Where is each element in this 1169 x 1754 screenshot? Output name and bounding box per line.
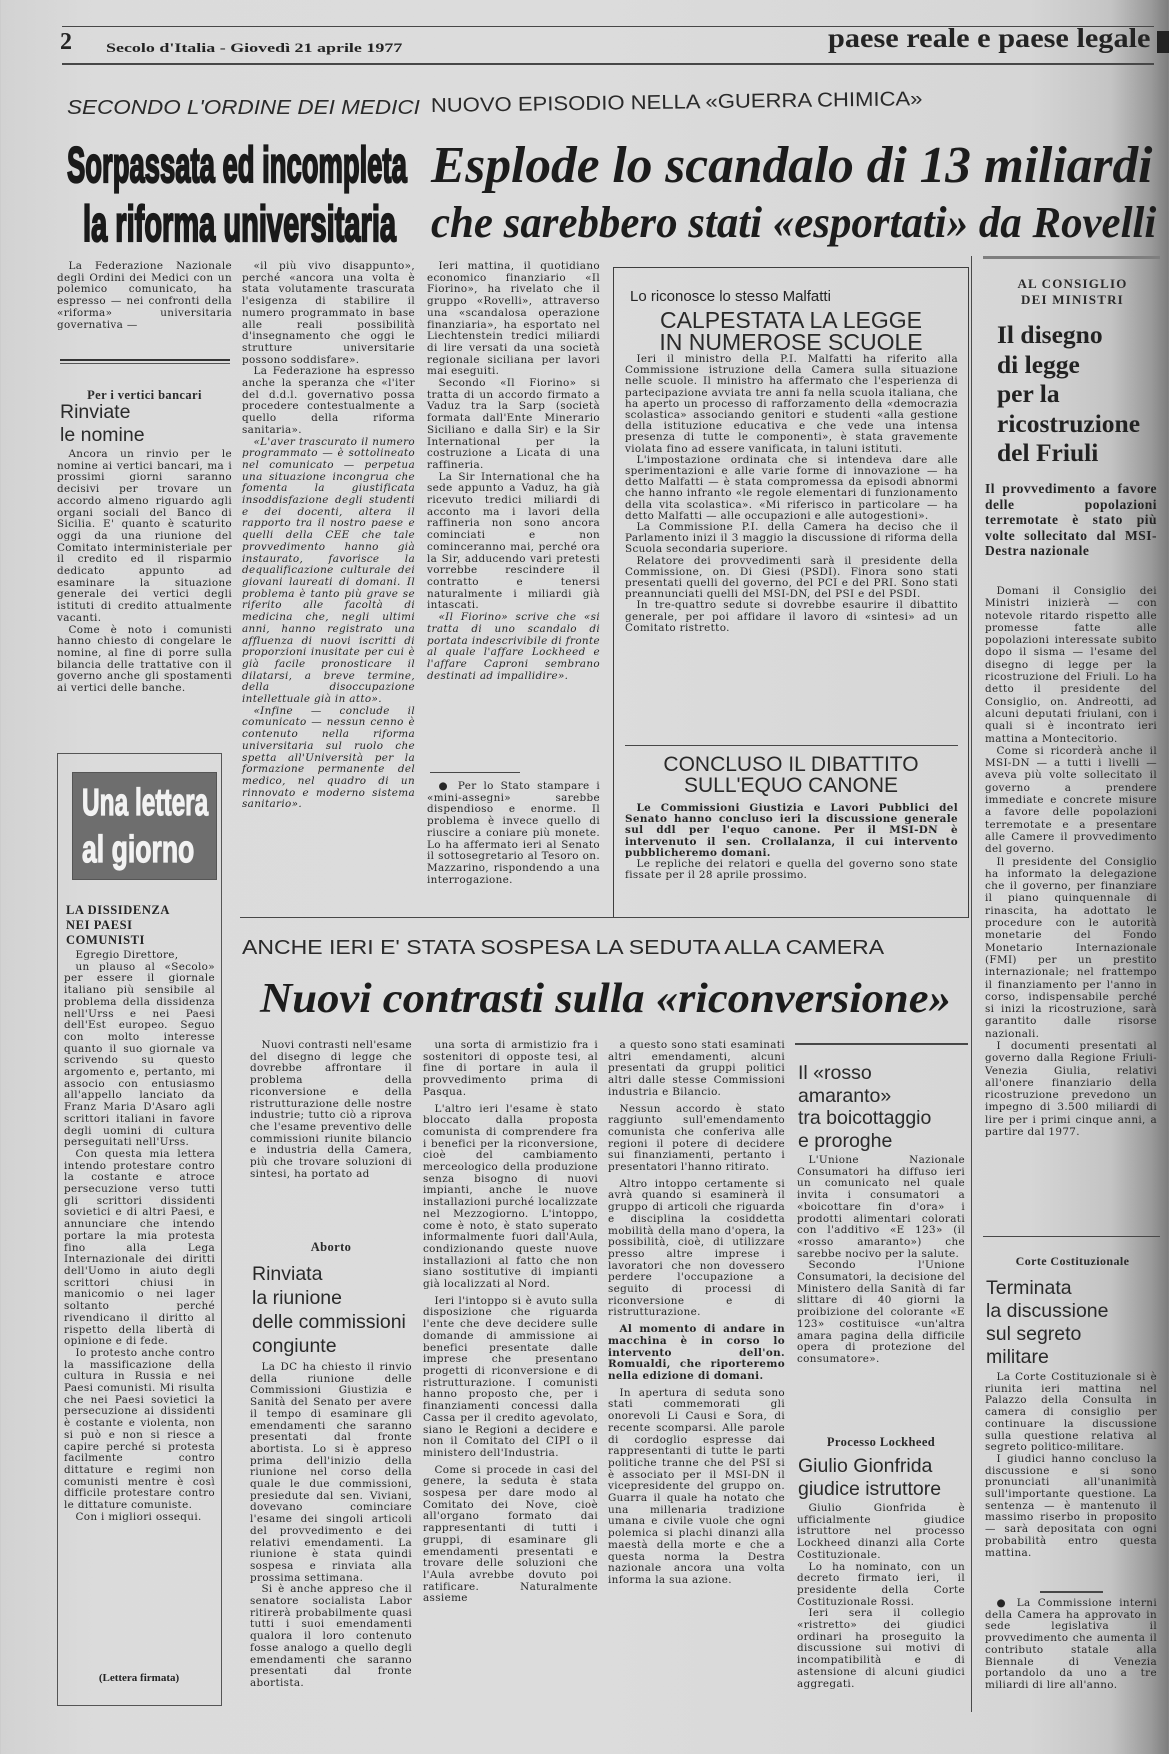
paragraph: Ieri il ministro della P.I. Malfatti ha riferito alla Commissione istruzione della Camera sulla situazione nelle scuole. Il ministro ha affermato che l'esperienza di partecipazione avviata tre anni fa nella scuola italiana, che ha aperto un processo di rafforzamento della «democrazia scolastica» associando genitori e studenti «alla gestione della istituzione educativa e che vede una intensa presenza di tutte le componenti», è stata gravemente violata fino ad essere vanificata, in taluni istituti.: [625, 353, 958, 455]
salutation: Egregio Direttore,: [75, 949, 179, 961]
bullet-icon: ●: [996, 1597, 1010, 1609]
paragraph: una sorta di armistizio fra i sostenitori di opposte tesi, al fine di portare in aula il provvedimento prima di Pasqua.: [423, 1039, 598, 1098]
paragraph: L'altro ieri l'esame è stato bloccato dalla proposta comunista di comprendere fra i benefici per la riconversione, cioè del cambiamento merceologico della produzione senza bisogno di nuovi impianti, anche le nuove installazioni purché localizzate nel Mezzogiorno. L'intoppo, come è noto, è stato superato informalmente fuori dall'Aula, condizionando queste nuove installazioni al fatto che non siano sostitutive di impianti già localizzati al Nord.: [423, 1102, 598, 1291]
paragraph: Nessun accordo è stato raggiunto sull'emendamento comunista che conferiva alle regioni il potere di decidere sui finanziamenti, pertanto i presentatori l'hanno ritirato.: [608, 1102, 785, 1174]
section-marker: [1157, 31, 1169, 53]
riforma-kicker: SECONDO L'ORDINE DEI MEDICI: [67, 97, 420, 119]
paragraph: Le repliche dei relatori e quella del governo sono state fissate per il 28 aprile prossimo.: [625, 858, 958, 882]
page-number: 2: [60, 29, 72, 55]
paragraph: Giulio Gionfrida è ufficialmente giudice istruttore nel processo Lockheed dinanzi alla Corte Costituzionale.: [797, 1502, 965, 1561]
paragraph: La Federazione Nazionale degli Ordini dei Medici con un polemico comunicato, ha espresso — nei confronti della «riforma» universitaria governativa —: [57, 260, 232, 331]
headline-line: Il «rosso: [798, 1062, 872, 1084]
paragraph: In tre-quattro sedute si dovrebbe esaurire il dibattito generale, per poi affidare il lavoro di «sintesi» ad un Comitato ristretto.: [625, 599, 958, 634]
aborto-headline: [252, 1262, 406, 1358]
paragraph: Nuovi contrasti nell'esame del disegno di legge che dovrebbe affrontare il problema della riconversione e della ristrutturazione delle nostre industrie; tutto ciò a riprova che l'esame preventivo delle commissioni riunite bilancio e industria della Camera, più che trovare soluzioni di sintesi, ha portato ad: [250, 1039, 412, 1180]
equo-canone-headline: [613, 754, 969, 796]
headline-line: Terminata: [986, 1277, 1072, 1299]
equo-canone-body: [625, 803, 958, 881]
paragraph: Lo ha nominato, con un decreto firmato ieri, il presidente della Corte Costituzionale Rossi.: [797, 1560, 965, 1608]
riforma-lead: [57, 261, 232, 331]
friuli-intro: Il provvedimento a favore delle popolazioni terremotate è stato più volte sollecitato dal MSI-Destra nazionale: [985, 481, 1157, 559]
riconversione-col-c: [608, 1040, 785, 1587]
brief-text: La Commissione interni della Camera ha approvato in sede legislativa il provvedimento che aumenta il contributo statale alla Biennale di Venezia portandolo da uno a tre miliardi di lire all'anno.: [985, 1597, 1157, 1691]
divider: [60, 359, 230, 364]
divider: [430, 772, 520, 773]
section-title: paese reale e paese legale: [828, 23, 1151, 53]
riconversione-col-b: [423, 1040, 598, 1605]
paragraph: Secondo l'Unione Consumatori, la decisione del Ministero della Sanità di far slittare di 40 giorni la proibizione del colorante «E 123» costituisce «un'altra amara pagina della difficile opera di protezione del consumatore».: [797, 1259, 965, 1365]
divider: [625, 745, 958, 746]
bullet-icon: ●: [438, 780, 452, 792]
segreto-headline: [986, 1277, 1108, 1369]
headline-line: Rinviata: [252, 1263, 323, 1285]
divider: [1040, 1591, 1103, 1593]
banner-line: Una lettera: [82, 782, 209, 824]
headline-line: militare: [986, 1346, 1049, 1368]
paragraph: I documenti presentati al governo dalla Regione Friuli-Venezia Giulia, relativi all'onere finanziario della ricostruzione prevedono un impegno di 3.500 miliardi di lire per i primi cinque anni, a partire dal 1977.: [985, 1039, 1157, 1139]
column-separator: [971, 256, 972, 1712]
divider: [983, 1236, 1160, 1237]
segreto-kicker: Corte Costituzionale: [1015, 1254, 1130, 1268]
paragraph: La Sir International che ha sede appunto a Vaduz, ha già ricevuto tredici miliardi di acconto ma i lavori della raffineria non sono ancora cominciati e non cominceranno mai, perché ora la Sir, adducendo vari pretesti vorrebbe rescindere il contratto e tenersi naturalmente i miliardi già intascati.: [427, 470, 600, 612]
paragraph: Al momento di andare in macchina è in corso lo intervento dell'on. Romualdi, che riporteremo nella edizione di domani.: [608, 1323, 785, 1382]
paragraph: «Il Fiorino» scrive che «si tratta di uno scandalo di portata indescrivibile di fronte al quale l'affare Lockheed e l'affare Caproni sembrano destinati ad impallidire».: [427, 611, 600, 682]
headline-line: del Friuli: [997, 438, 1099, 467]
rovelli-body: [427, 261, 600, 682]
title-line: COMUNISTI: [66, 933, 146, 947]
headline-line: la discussione: [986, 1300, 1109, 1322]
rovelli-headline-line-1: Esplode lo scandalo di 13 miliardi: [431, 137, 1153, 194]
riforma-body: [242, 261, 415, 811]
paragraph: Io protesto anche contro la massificazione della cultura in Russia e nei Paesi comunisti. Mi risulta che nei Paesi sovietici la persecuzione ai dissidenti è costante e violenta, non si può e non si riesce a capire perché si protesta facilmente contro dittature e regimi non comunisti mentre è così difficile protestare contro le dittature comuniste.: [64, 1346, 215, 1512]
headline-line: Rinviate: [60, 401, 131, 423]
paragraph: a questo sono stati esaminati altri emendamenti, alcuni presentati da gruppi politici altri dalle stesse Commissioni industria e Bilancio.: [608, 1039, 785, 1098]
headline-line: per la: [997, 379, 1060, 408]
headline-line: Giulio Gionfrida: [798, 1455, 933, 1477]
headline-line: amaranto»: [798, 1084, 892, 1107]
paragraph: Con questa mia lettera intendo protestare contro la costante e atroce persecuzione verso tutti gli scrittori dissidenti sovietici e di altri Paesi, e annunciare che intendo portare la mia protesta fino alla Lega Internazionale dei diritti dell'Uomo in aiuto degli scrittori chiusi in manicomio o nei lager soltanto perché rivendicano il diritto al rispetto della libertà di opinione e di fede.: [64, 1147, 215, 1348]
headline-line: congiunte: [252, 1335, 337, 1357]
paragraph: Relatore dei provvedimenti sarà il presidente della Commissione, on. Di Giesi (PSDI). Finora sono stati presentati quelli del governo, del PCI e del PRI. Sono stati preannunciati quelli del MSI-DN, del PSI e del PSDI.: [625, 554, 958, 601]
rovelli-headline-line-2: che sarebbero stati «esportati» da Rovelli: [431, 198, 1157, 247]
amaranto-body: [797, 1155, 965, 1366]
riforma-headline-line-2: la riforma universitaria: [83, 196, 397, 252]
divider: [983, 256, 1160, 259]
paragraph: Si è anche appreso che il senatore socialista Labor ritirerà probabilmente quasi tutti i suoi emendamenti qualora il loro contenuto fosse analogo a quello degli emendamenti che saranno presentati dal fronte abortista.: [250, 1583, 412, 1689]
paragraph: Altro intoppo certamente si avrà quando si esaminerà il gruppo di articoli che riguarda e disciplina la cosiddetta mobilità della mano d'opera, la possibilità, cioè, di utilizzare presso altre imprese i lavoratori che non dovessero perdere l'occupazione a seguito di processi di riconversione e di ristrutturazione.: [608, 1177, 785, 1319]
nomine-headline: [60, 401, 145, 447]
lockheed-kicker: Processo Lockheed: [826, 1435, 936, 1449]
paragraph: La Commissione P.I. della Camera ha deciso che il Parlamento inizi il 3 maggio la discussione di riforma della Scuola secondaria superiore.: [625, 521, 958, 556]
paragraph: Come si ricorderà anche il MSI-DN — a tutti i livelli — aveva più volte sollecitato il governo a prendere immediate e concrete misure a favore delle popolazioni terremotate e a presentare alle Camere il provvedimento del governo.: [985, 744, 1157, 856]
amaranto-headline: [798, 1062, 931, 1153]
paragraph: Come è noto i comunisti hanno chiesto di congelare le nomine, al fine di porre sulla bilancia delle trattative con il governo anche gli spostamenti ai vertici delle banche.: [57, 623, 232, 695]
headline-line: la riunione: [252, 1287, 342, 1309]
headline-line: ricostruzione: [997, 408, 1141, 438]
friuli-kicker: [985, 276, 1160, 308]
riconversione-col-a: [250, 1040, 412, 1180]
paragraph: un plauso al «Secolo» per essere il giornale italiano più sensibile al problema della dissidenza nell'Urss e nei Paesi dell'Est europeo. Seguo con molto interesse quanto il suo giornale va scrivendo su questo argomento e, pertanto, mi associo con entusiasmo all'appello lanciato da Franz Maria D'Asaro agli scrittori italiani in favore degli uomini di cultura perseguitati nell'Urss.: [64, 960, 215, 1149]
paragraph: L'Unione Nazionale Consumatori ha diffuso ieri un comunicato nel quale invita i consumatori a «boicottare fin d'ora» i prodotti alimentari colorati con l'additivo «E 123» (il «rosso amaranto») che sarebbe nocivo per la salute.: [797, 1154, 965, 1260]
headline-line: e proroghe: [798, 1130, 893, 1153]
headline-line: tra boicottaggio: [798, 1107, 932, 1130]
headline-line: di legge: [997, 349, 1080, 379]
headline-line: delle commissioni: [252, 1311, 406, 1333]
masthead-bottom-rule: [62, 63, 1154, 65]
lockheed-body: [797, 1503, 965, 1690]
headline-line: SULL'EQUO CANONE: [683, 774, 899, 797]
rovelli-kicker: NUOVO EPISODIO NELLA «GUERRA CHIMICA»: [430, 88, 923, 117]
friuli-body: [985, 585, 1157, 1138]
headline-line: IN NUMEROSE SCUOLE: [659, 329, 923, 355]
letter-body: [64, 950, 215, 1523]
riforma-headline-line-1: Sorpassata ed incompleta: [67, 137, 407, 193]
paragraph: Il presidente del Consiglio ha informato la delegazione che il governo, per finanziare il piano quinquennale di rinascita, ha adottato le procedure con le autorità monetarie del Fondo Monetario Internazionale (FMI) per un prestito internazionale; nel frattempo il finanziamento per l'anno in corso, indispensabile perché si inizi la ricostruzione, sarà garantito dalle risorse nazionali.: [985, 855, 1157, 1040]
paragraph: La DC ha chiesto il rinvio della riunione delle Commissioni Giustizia e Sanità del Senato per avere il tempo di esaminare gli emendamenti che saranno presentati dal fronte abortista. Lo si è appreso prima dell'inizio della riunione nel corso della quale le due commissioni, presiedute dal sen. Viviani, dovevano cominciare l'esame dei singoli articoli del provvedimento e dei relativi emendamenti. La riunione è stata quindi sospesa e rinviata alla prossima settimana.: [250, 1361, 412, 1584]
headline-line: CONCLUSO IL DIBATTITO: [663, 753, 919, 776]
paragraph: Ieri l'intoppo si è avuto sulla disposizione che riguarda l'ente che deve decidere sulle domande di ammissione ai benefici presentate dalle imprese che presentano progetti di riconversione e di ristrutturazione. I comunisti hanno proposto che, per i finanziamenti concessi dalla Cassa per il credito agevolato, siano le Regioni a decidere e non il Comitato del CIPI o il ministero dell'Industria.: [423, 1294, 598, 1459]
headline-line: Il disegno: [997, 320, 1103, 349]
segreto-body: [985, 1372, 1157, 1559]
paragraph: «L'aver trascurato il numero programmato — è sottolineato nel comunicato — perpetua una situazione incongrua che fomenta la giustificata insoddisfazione degli studenti e dei docenti, altera il rapporto tra il nostro paese e quelli della CEE che tale provvedimento hanno già instaurato, favorisce la dequalificazione culturale dei giovani laureati di domani. Il problema è tanto più grave se riferito alle facoltà di medicina che, negli ultimi anni, hanno registrato una affluenza di nuovi iscritti di proporzioni inusitate per cui è già facile pronosticare il dilatarsi, a breve termine, della disoccupazione intellettuale già in atto».: [242, 435, 415, 706]
biennale-brief: [985, 1598, 1157, 1692]
malfatti-kicker: Lo riconosce lo stesso Malfatti: [630, 288, 831, 305]
rovelli-brief: [427, 781, 600, 886]
malfatti-headline: [613, 309, 969, 353]
letter-banner: [72, 772, 217, 880]
divider: [795, 1043, 968, 1045]
paragraph: Ancora un rinvio per le nomine ai vertici bancari, ma i prossimi giorni saranno decisivi per trovare un accordo almeno riguardo agli organi sociali del Banco di Sicilia. E' quanto è scaturito oggi da una riunione del Comitato interministeriale per il credito ed il risparmio dedicato appunto ad esaminare la situazione generale dei vertici degli istituti di credito attualmente vacanti.: [57, 448, 232, 624]
riconversione-headline: Nuovi contrasti sulla «riconversione»: [260, 976, 951, 1022]
kicker-line: AL CONSIGLIO: [1017, 276, 1128, 291]
title-line: LA DISSIDENZA: [66, 903, 171, 917]
brief-text: Per lo Stato stampare i «mini-assegni» sarebbe dispendioso e enorme. Il problema è invece quello di riuscire a coniare più monete. Lo ha affermato ieri al Senato il sottosegretario al Tesoro on. Mazzarino, rispondendo a una interrogazione.: [427, 780, 600, 886]
riconversione-kicker: ANCHE IERI E' STATA SOSPESA LA SEDUTA ALLA CAMERA: [242, 937, 885, 959]
title-line: NEI PAESI: [66, 918, 133, 932]
nomine-kicker: Per i vertici bancari: [87, 388, 202, 402]
headline-line: sul segreto: [986, 1323, 1082, 1345]
paragraph: Ieri sera il collegio «ristretto» dei giudici ordinari ha proseguito la discussione sui motivi di incompatibilità e di astensione di alcuni giudici aggregati.: [797, 1607, 965, 1690]
aborto-kicker: Aborto: [310, 1240, 352, 1254]
lockheed-headline: [798, 1455, 941, 1501]
friuli-headline: [997, 320, 1140, 468]
paragraph: La Federazione ha espresso anche la speranza che «l'iter del d.d.l. governativo possa procedere contestualmente a quello della riforma sanitaria».: [242, 365, 415, 436]
paragraph: «Infine — conclude il comunicato — nessun cenno è contenuto nella riforma universitaria sul ruolo che spetta all'Università per la formazione permanente del medico, nel quadro di un rinnovato e moderno sistema sanitario».: [242, 704, 415, 811]
banner-line: al giorno: [82, 829, 195, 871]
nomine-body: [57, 449, 232, 695]
closing: Con i migliori ossequi.: [75, 1510, 202, 1523]
paragraph: «il più vivo disappunto», perché «ancora una volta è stata volutamente trascurata l'esigenza di stabilire il numero programmato in base alle reali possibilità d'insegnamento che oggi le strutture universitarie possono soddisfare».: [242, 260, 415, 366]
dateline: Secolo d'Italia - Giovedì 21 aprile 1977: [106, 40, 403, 55]
paragraph: Secondo «Il Fiorino» si tratta di un accordo firmato a Vaduz tra la Sarp (società formata dall'Ente Minerario Siciliano e dalla Sir) e la Sir International per la costruzione a Licata di una raffineria.: [427, 377, 600, 471]
paragraph: Domani il Consiglio dei Ministri inizierà — con notevole ritardo rispetto alle promesse fatte alle popolazioni interessate subito dopo il sisma — l'esame del disegno di legge per la ricostruzione del Friuli. Lo ha detto il presidente del Consiglio, on. Andreotti, ad alcuni deputati friulani, con i quali si è incontrato ieri mattina a Montecitorio.: [985, 585, 1157, 745]
paragraph: In apertura di seduta sono stati commemorati gli onorevoli Li Causi e Sora, di recente scomparsi. Alle parole di cordoglio espresse dai rappresentanti di tutte le parti politiche tranne che del PSI si è associato per il MSI-DN il vicepresidente del gruppo on. Guarra il quale ha notato che una millenaria tradizione umana e civile vuole che ogni polemica si plachi dinanzi alla maestà della morte e che a questa norma la Destra nazionale ancora una volta informa la sua azione.: [608, 1386, 785, 1586]
headline-line: giudice istruttore: [798, 1478, 942, 1500]
paragraph: I giudici hanno concluso la discussione e si sono pronunciati all'unanimità sull'importante questione. La sentenza — è mantenuto il massimo riserbo in proposito — sarà depositata con ogni probabilità entro questa mattina.: [985, 1452, 1157, 1559]
divider: [240, 917, 968, 918]
paragraph: Le Commissioni Giustizia e Lavori Pubblici del Senato hanno concluso ieri la discussione generale sul ddl per l'equo canone. Per il MSI-DN è intervenuto il sen. Crollalanza, il cui intervento pubblicheremo domani.: [625, 802, 958, 859]
kicker-line: DEI MINISTRI: [1021, 292, 1124, 307]
headline-line: le nomine: [60, 424, 145, 446]
paragraph: L'impostazione ordinata che si intendeva dare alle sperimentazioni e alle varie forme di innovazione — ha detto Malfatti — è stata compromessa da episodi abnormi che hanno infranto «le regole elementari di funzionamento della vita scolastica». «Mi riferisco in particolare — ha detto Malfatti — alle occupazioni e alle autogestioni».: [625, 453, 958, 522]
headline-line: CALPESTATA LA LEGGE: [659, 307, 923, 333]
paragraph: Ieri mattina, il quotidiano economico finanziario «Il Fiorino», ha rivelato che il gruppo «Rovelli», attraverso una «scandalosa operazione finanziaria», ha esportato nel Liechtenstein tredici miliardi di lire versati da una società regionale siciliana per lavori mai eseguiti.: [427, 260, 600, 378]
paragraph: La Corte Costituzionale si è riunita ieri mattina nel Palazzo della Consulta in camera di consiglio per continuare la discussione sulla questione relativa al segreto politico-militare.: [985, 1371, 1157, 1454]
aborto-body: [250, 1362, 412, 1690]
letter-signature: (Lettera firmata): [98, 1672, 180, 1684]
paragraph: Come si procede in casi del genere, la seduta è stata sospesa per dare modo al Comitato dei Nove, cioè all'organo formato dai rappresentanti di tutti i gruppi, di esaminare gli emendamenti presentati e trovare delle soluzioni che l'Aula avrebbe dovuto poi ratificare. Naturalmente assieme: [423, 1463, 598, 1605]
letter-title: [66, 903, 170, 948]
malfatti-body: [625, 354, 958, 634]
